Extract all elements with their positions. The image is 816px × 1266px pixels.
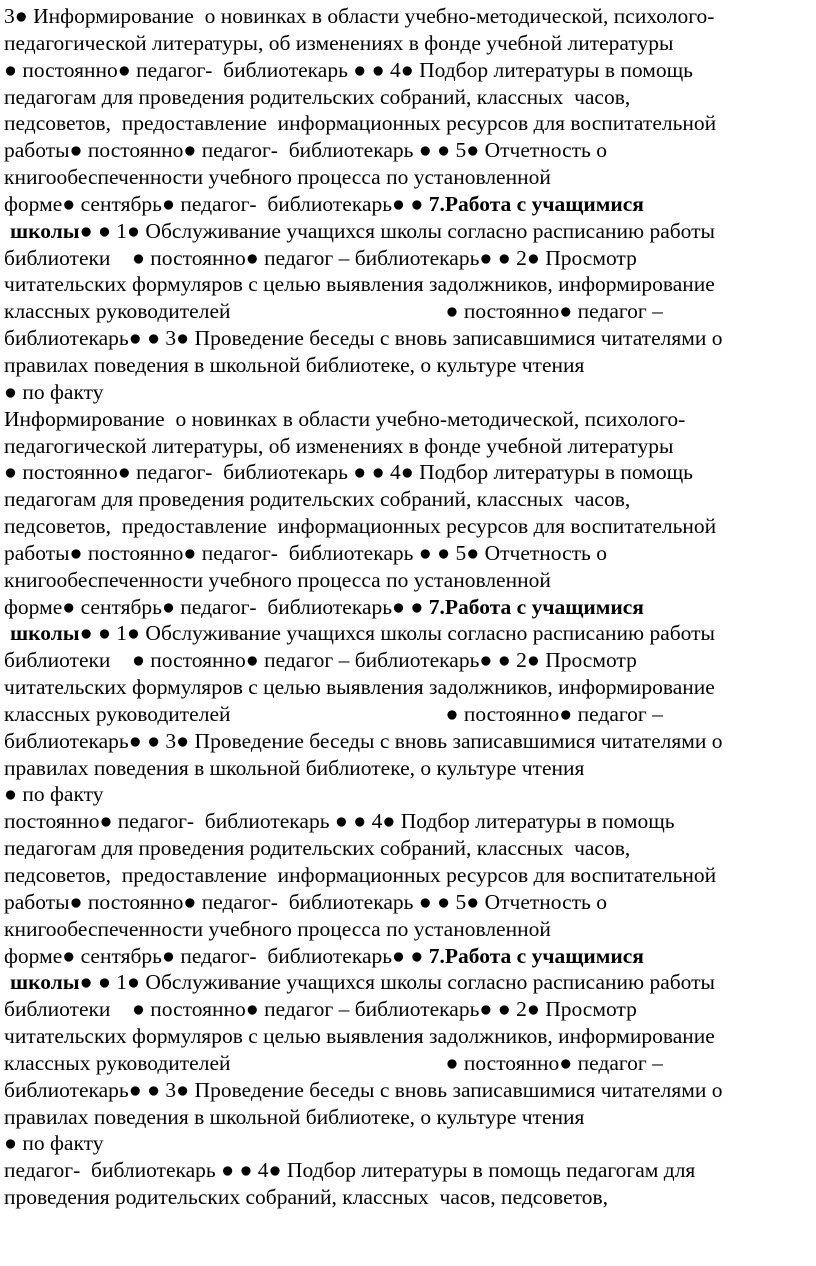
text-segment: ● ● 1● Обслуживание учащихся школы согласно расписанию работы	[79, 970, 715, 995]
text-line: правилах поведения в школьной библиотеке, о культуре чтения	[4, 352, 585, 377]
text-line: педагогической литературы, об изменениях в фонде учебной литературы	[4, 433, 674, 458]
text-segment: форме● сентябрь● педагог- библиотекарь● ●	[4, 943, 429, 968]
text-line	[4, 969, 812, 996]
text-line: педагог- библиотекарь ● ● 4● Подбор литературы в помощь педагогам для	[4, 1158, 696, 1183]
text-line: библиотеки ● постоянно● педагог – библиотекарь● ● 2● Просмотр	[4, 245, 637, 270]
text-line: педсоветов, предоставление информационных ресурсов для воспитательной	[4, 111, 717, 136]
text-line: классных руководителей ● постоянно● педагог –	[4, 701, 663, 726]
text-line: читательских формуляров с целью выявления задолжников, информирование	[4, 675, 715, 700]
section-heading-continued: школы	[10, 621, 80, 646]
text-line	[4, 943, 812, 970]
text-line: педсоветов, предоставление информационных ресурсов для воспитательной	[4, 863, 717, 887]
text-line: 3● Информирование о новинках в области учебно-методической, психолого-	[4, 4, 715, 28]
text-line: педсоветов, предоставление информационных ресурсов для воспитательной	[4, 514, 717, 539]
text-line: классных руководителей ● постоянно● педагог –	[4, 1050, 663, 1075]
text-line: ● постоянно● педагог- библиотекарь ● ● 4● Подбор литературы в помощь	[4, 460, 693, 485]
text-line: читательских формуляров с целью выявления задолжников, информирование	[4, 272, 715, 297]
text-line	[4, 191, 812, 218]
text-line: ● по факту	[4, 782, 104, 807]
text-line: библиотекарь● ● 3● Проведение беседы с вновь записавшимися читателями о	[4, 326, 723, 351]
text-line	[4, 594, 812, 621]
section-heading: 7.Работа с учащимися	[428, 594, 644, 619]
text-line: библиотекарь● ● 3● Проведение беседы с вновь записавшимися читателями о	[4, 728, 723, 753]
text-segment: ● ● 1● Обслуживание учащихся школы согласно расписанию работы	[79, 621, 715, 646]
section-heading-continued: школы	[10, 218, 80, 243]
text-line: библиотеки ● постоянно● педагог – библиотекарь● ● 2● Просмотр	[4, 648, 637, 673]
section-heading-continued: школы	[10, 970, 80, 995]
text-line: постоянно● педагог- библиотекарь ● ● 4● Подбор литературы в помощь	[4, 809, 675, 834]
text-line	[4, 218, 812, 245]
text-segment: форме● сентябрь● педагог- библиотекарь● ●	[4, 594, 429, 619]
section-heading: 7.Работа с учащимися	[428, 943, 644, 968]
text-line: работы● постоянно● педагог- библиотекарь ● ● 5● Отчетность о	[4, 889, 607, 914]
text-line: правилах поведения в школьной библиотеке, о культуре чтения	[4, 1104, 585, 1129]
text-segment: ● ● 1● Обслуживание учащихся школы согласно расписанию работы	[79, 218, 715, 243]
text-line	[4, 620, 812, 647]
text-line: читательских формуляров с целью выявления задолжников, информирование	[4, 1024, 715, 1049]
text-line: правилах поведения в школьной библиотеке, о культуре чтения	[4, 755, 585, 780]
text-segment: форме● сентябрь● педагог- библиотекарь● ●	[4, 191, 429, 216]
text-line: ● постоянно● педагог- библиотекарь ● ● 4● Подбор литературы в помощь	[4, 57, 693, 82]
text-line: классных руководителей ● постоянно● педагог –	[4, 299, 663, 324]
text-line: Информирование о новинках в области учебно-методической, психолого-	[4, 406, 686, 431]
text-line: библиотекарь● ● 3● Проведение беседы с вновь записавшимися читателями о	[4, 1077, 723, 1102]
text-line: педагогической литературы, об изменениях в фонде учебной литературы	[4, 30, 674, 55]
text-line: педагогам для проведения родительских собраний, классных часов,	[4, 487, 631, 512]
text-line: работы● постоянно● педагог- библиотекарь ● ● 5● Отчетность о	[4, 540, 607, 565]
text-line: педагогам для проведения родительских собраний, классных часов,	[4, 84, 631, 109]
text-line: педагогам для проведения родительских собраний, классных часов,	[4, 836, 631, 861]
text-line: проведения родительских собраний, классных часов, педсоветов,	[4, 1185, 609, 1210]
text-line: ● по факту	[4, 1131, 104, 1156]
text-line: книгообеспеченности учебного процесса по установленной	[4, 567, 551, 592]
section-heading: 7.Работа с учащимися	[428, 191, 644, 216]
text-line: книгообеспеченности учебного процесса по установленной	[4, 165, 551, 190]
text-line: ● по факту	[4, 379, 104, 404]
text-line: библиотеки ● постоянно● педагог – библиотекарь● ● 2● Просмотр	[4, 997, 637, 1022]
text-line: работы● постоянно● педагог- библиотекарь ● ● 5● Отчетность о	[4, 138, 607, 163]
text-line: книгообеспеченности учебного процесса по установленной	[4, 916, 551, 941]
